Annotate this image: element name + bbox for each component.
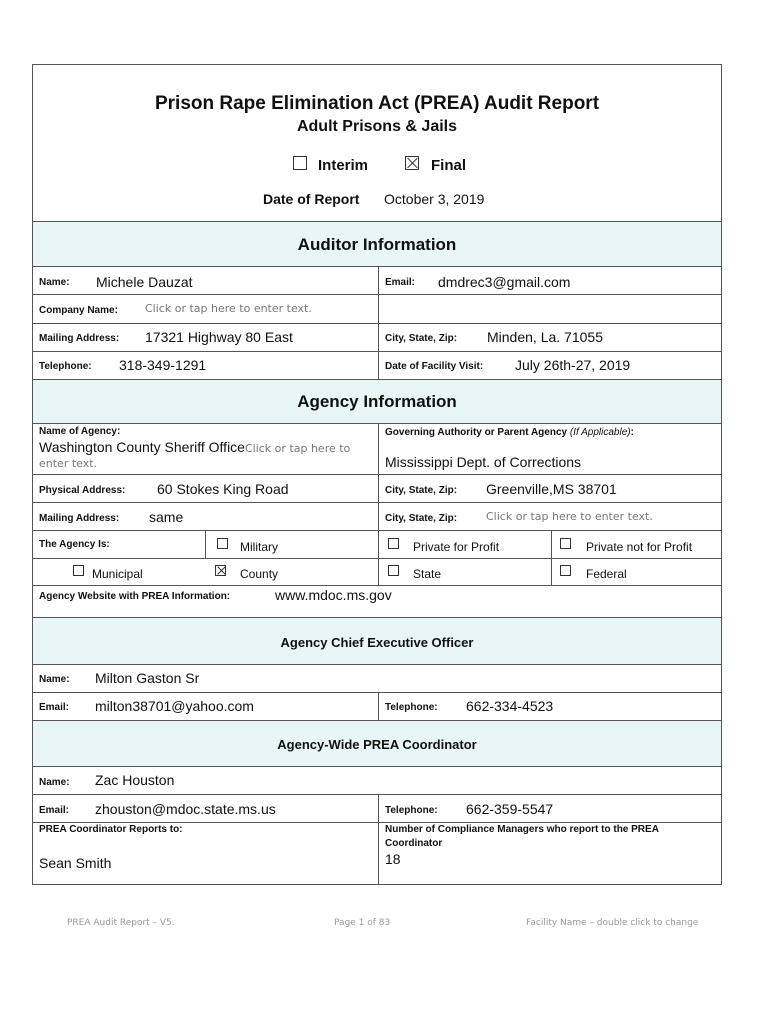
date-label: Date of Report xyxy=(263,191,360,207)
ceo-email[interactable]: milton38701@yahoo.com xyxy=(95,698,254,714)
ceo-section-title: Agency Chief Executive Officer xyxy=(280,635,474,650)
date-value[interactable]: October 3, 2019 xyxy=(384,191,485,207)
auditor-mailing-address[interactable]: 17321 Highway 80 East xyxy=(145,329,293,345)
county-label: County xyxy=(240,567,279,581)
agency-city2-label: City, State, Zip: xyxy=(385,513,458,524)
interim-checkbox[interactable] xyxy=(293,156,307,170)
auditor-email[interactable]: dmdrec3@gmail.com xyxy=(438,274,571,290)
ceo-email-label: Email: xyxy=(39,702,70,713)
interim-label: Interim xyxy=(318,157,369,174)
agency-city-label: City, State, Zip: xyxy=(385,485,458,496)
company-name-input[interactable]: Click or tap here to enter text. xyxy=(145,302,312,315)
auditor-city-state-zip[interactable]: Minden, La. 71055 xyxy=(487,329,603,345)
agency-name: Washington County Sheriff Office xyxy=(39,439,245,455)
state-label: State xyxy=(413,567,442,581)
footer-version: PREA Audit Report – V5. xyxy=(67,918,175,928)
municipal-checkbox[interactable] xyxy=(73,565,84,576)
governing-label-text: Governing Authority or Parent Agency xyxy=(385,427,568,438)
governing-authority-label xyxy=(385,427,634,438)
agency-website[interactable]: www.mdoc.ms.gov xyxy=(275,587,392,603)
facility-visit-date[interactable]: July 26th-27, 2019 xyxy=(515,357,631,373)
agency-name-label: Name of Agency: xyxy=(39,426,121,437)
agency-name-placeholder: Click or tap here to xyxy=(244,442,351,455)
auditor-mailing-label: Mailing Address: xyxy=(39,333,120,344)
auditor-name-label: Name: xyxy=(39,277,70,288)
governing-label-note: (If Applicable) xyxy=(569,427,631,438)
compliance-managers-count[interactable]: 18 xyxy=(385,851,401,867)
ceo-phone[interactable]: 662-334-4523 xyxy=(466,698,554,714)
physical-address[interactable]: 60 Stokes King Road xyxy=(157,481,289,497)
agency-mailing-address[interactable]: same xyxy=(149,509,184,525)
coordinator-section-title: Agency-Wide PREA Coordinator xyxy=(277,737,477,752)
county-checkbox[interactable] xyxy=(215,565,226,576)
auditor-city-label: City, State, Zip: xyxy=(385,333,458,344)
state-checkbox[interactable] xyxy=(388,565,399,576)
coordinator-name[interactable]: Zac Houston xyxy=(95,772,175,788)
auditor-phone[interactable]: 318-349-1291 xyxy=(119,357,207,373)
agency-name-field[interactable] xyxy=(39,439,350,457)
footer-facility-name[interactable]: Facility Name – double click to change xyxy=(526,918,699,928)
company-name-label: Company Name: xyxy=(39,305,118,316)
coordinator-email[interactable]: zhouston@mdoc.state.ms.us xyxy=(95,801,276,817)
coordinator-name-label: Name: xyxy=(39,777,70,788)
agency-is-label: The Agency Is: xyxy=(39,539,110,550)
agency-city-state-zip[interactable]: Greenville,MS 38701 xyxy=(486,481,617,497)
coordinator-phone-label: Telephone: xyxy=(385,805,438,816)
footer-page-number: Page 1 of 83 xyxy=(334,918,391,928)
agency-mailing-label: Mailing Address: xyxy=(39,513,120,524)
federal-checkbox[interactable] xyxy=(560,565,571,576)
final-checkbox[interactable] xyxy=(405,156,419,170)
facility-visit-label: Date of Facility Visit: xyxy=(385,361,484,372)
compliance-managers-label-1: Number of Compliance Managers who report to the PREA xyxy=(385,824,659,835)
military-label: Military xyxy=(240,540,278,554)
coordinator-email-label: Email: xyxy=(39,805,70,816)
military-checkbox[interactable] xyxy=(217,538,228,549)
reports-to-label: PREA Coordinator Reports to: xyxy=(39,824,183,835)
reports-to-value[interactable]: Sean Smith xyxy=(39,855,112,871)
website-label: Agency Website with PREA Information: xyxy=(39,591,231,602)
private-nonprofit-label: Private not for Profit xyxy=(586,540,693,554)
report-subtitle: Adult Prisons & Jails xyxy=(296,118,458,135)
final-label: Final xyxy=(431,157,467,174)
report-title: Prison Rape Elimination Act (PREA) Audit Report xyxy=(154,93,600,114)
report-form xyxy=(32,64,722,885)
auditor-section-title: Auditor Information xyxy=(297,235,457,254)
private-nonprofit-checkbox[interactable] xyxy=(560,538,571,549)
municipal-label: Municipal xyxy=(92,567,143,581)
agency-city2-input[interactable]: Click or tap here to enter text. xyxy=(486,510,653,523)
auditor-name[interactable]: Michele Dauzat xyxy=(96,274,193,290)
agency-name-placeholder-cont: enter text. xyxy=(39,457,98,470)
agency-section-title: Agency Information xyxy=(297,392,457,411)
coordinator-phone[interactable]: 662-359-5547 xyxy=(466,801,554,817)
compliance-managers-label-2: Coordinator xyxy=(385,838,443,849)
physical-address-label: Physical Address: xyxy=(39,485,126,496)
federal-label: Federal xyxy=(586,567,627,581)
auditor-phone-label: Telephone: xyxy=(39,361,92,372)
auditor-email-label: Email: xyxy=(385,277,416,288)
governing-authority[interactable]: Mississippi Dept. of Corrections xyxy=(385,454,582,470)
ceo-name[interactable]: Milton Gaston Sr xyxy=(95,670,200,686)
private-profit-checkbox[interactable] xyxy=(388,538,399,549)
private-profit-label: Private for Profit xyxy=(413,540,500,554)
governing-label-colon: : xyxy=(630,427,634,438)
ceo-name-label: Name: xyxy=(39,674,70,685)
ceo-phone-label: Telephone: xyxy=(385,702,438,713)
